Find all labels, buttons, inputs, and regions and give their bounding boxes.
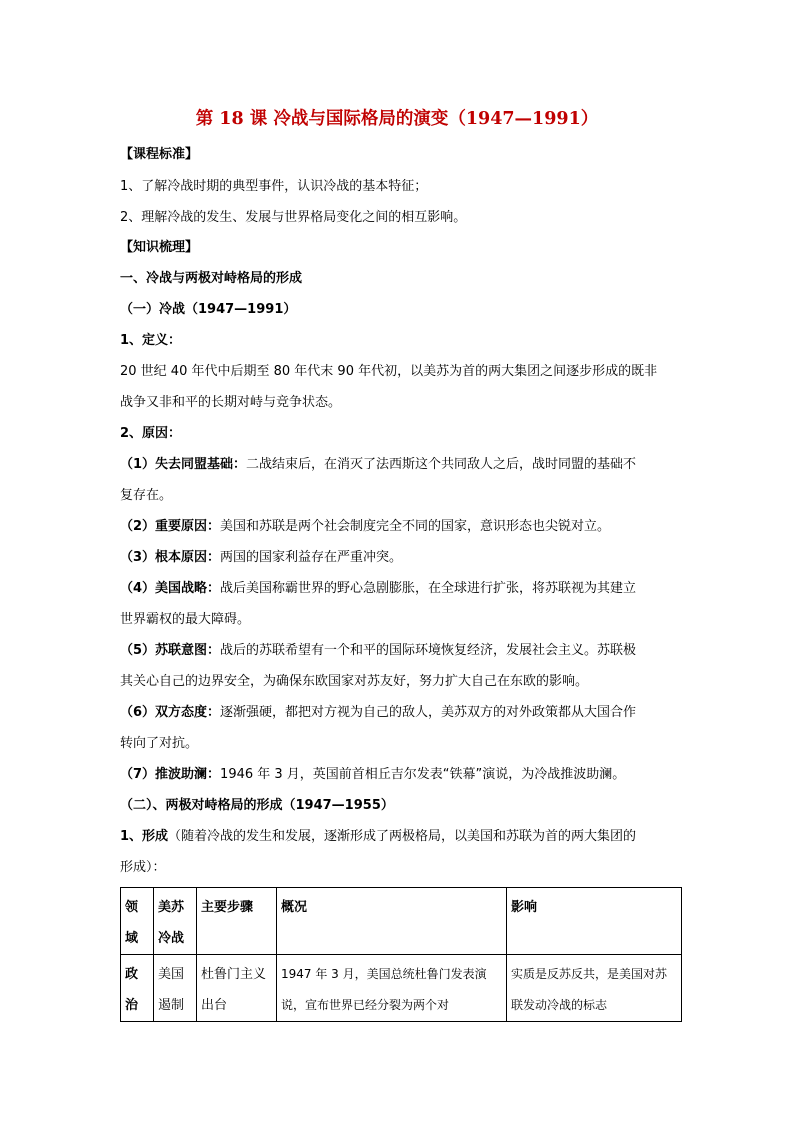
- cause-5-text: 战后的苏联希望有一个和平的国际环境恢复经济，发展社会主义。苏联极: [220, 643, 637, 658]
- table-cell-impact: 实质是反苏反共，是美国对苏联发动冷战的标志: [507, 955, 682, 1022]
- table-header-impact: 影响: [507, 888, 682, 955]
- cause-3-label: （3）根本原因：: [120, 550, 221, 565]
- cause-4-label: （4）美国战略：: [120, 581, 221, 596]
- table-cell-cold-war: 美国遏制: [154, 955, 197, 1022]
- cause-4-line-2: 世界霸权的最大障碍。: [120, 612, 251, 627]
- cause-2-line-1: [120, 517, 680, 537]
- table-header-step: 主要步骤: [197, 888, 277, 955]
- cause-label: 2、原因：: [120, 426, 182, 441]
- cause-2-text: 美国和苏联是两个社会制度完全不同的国家，意识形态也尖锐对立。: [220, 519, 611, 534]
- cause-7-text: 1946 年 3 月，英国前首相丘吉尔发表“铁幕”演说，为冷战推波助澜。: [220, 767, 626, 782]
- cause-3-text: 两国的国家利益存在严重冲突。: [220, 550, 403, 565]
- subsection-heading-1: （一）冷战（1947—1991）: [120, 302, 297, 317]
- cause-5-label: （5）苏联意图：: [120, 643, 221, 658]
- table-header-field: 领域: [121, 888, 154, 955]
- table-header-overview: 概况: [277, 888, 507, 955]
- section-heading-1: 一、冷战与两极对峙格局的形成: [120, 271, 303, 286]
- table-header-cold-war: 美苏冷战: [154, 888, 197, 955]
- table-cell-overview: 1947 年 3 月，美国总统杜鲁门发表演说，宣布世界已经分裂为两个对: [277, 955, 507, 1022]
- formation-line-2: 形成）：: [120, 860, 166, 875]
- cause-1-line-2: 复存在。: [120, 488, 173, 503]
- table-cell-step: 杜鲁门主义出台: [197, 955, 277, 1022]
- course-standard-heading: 【课程标准】: [120, 147, 199, 162]
- cause-2-label: （2）重要原因：: [120, 519, 221, 534]
- cause-1-label: （1）失去同盟基础：: [120, 457, 247, 472]
- table-cell-field: 政治: [121, 955, 154, 1022]
- page-title: 第 18 课 冷战与国际格局的演变（1947—1991）: [195, 109, 599, 129]
- standard-item-1: 1、了解冷战时期的典型事件，认识冷战的基本特征；: [120, 179, 428, 194]
- table-row: [121, 955, 682, 1022]
- definition-label: 1、定义：: [120, 333, 182, 348]
- table-header-row: [121, 888, 682, 955]
- formation-line-1: [120, 827, 680, 847]
- cold-war-table: [120, 887, 682, 1022]
- cause-7-line-1: [120, 765, 680, 785]
- cause-6-line-2: 转向了对抗。: [120, 736, 199, 751]
- cause-5-line-1: [120, 641, 680, 661]
- formation-text: （随着冷战的发生和发展，逐渐形成了两极格局，以美国和苏联为首的两大集团的: [168, 829, 637, 844]
- cause-4-text: 战后美国称霸世界的野心急剧膨胀，在全球进行扩张，将苏联视为其建立: [220, 581, 637, 596]
- cause-7-label: （7）推波助澜：: [120, 767, 221, 782]
- definition-text-line-2: 战争又非和平的长期对峙与竞争状态。: [120, 395, 342, 410]
- cause-3-line-1: [120, 548, 680, 568]
- formation-label: 1、形成: [120, 829, 169, 844]
- standard-item-2: 2、理解冷战的发生、发展与世界格局变化之间的相互影响。: [120, 210, 467, 225]
- cause-5-line-2: 其关心自己的边界安全，为确保东欧国家对苏友好，努力扩大自己在东欧的影响。: [120, 674, 589, 689]
- cause-4-line-1: [120, 579, 680, 599]
- knowledge-heading: 【知识梳理】: [120, 240, 199, 255]
- subsection-heading-2: （二）、两极对峙格局的形成（1947—1955）: [120, 798, 394, 813]
- cause-6-label: （6）双方态度：: [120, 705, 221, 720]
- cause-6-line-1: [120, 703, 680, 723]
- definition-text-line-1: 20 世纪 40 年代中后期至 80 年代末 90 年代初，以美苏为首的两大集团之间逐步形成的既非: [120, 364, 658, 379]
- cause-1-text: 二战结束后，在消灭了法西斯这个共同敌人之后，战时同盟的基础不: [246, 457, 637, 472]
- cause-1-line-1: [120, 455, 680, 475]
- cause-6-text: 逐渐强硬，都把对方视为自己的敌人，美苏双方的对外政策都从大国合作: [220, 705, 637, 720]
